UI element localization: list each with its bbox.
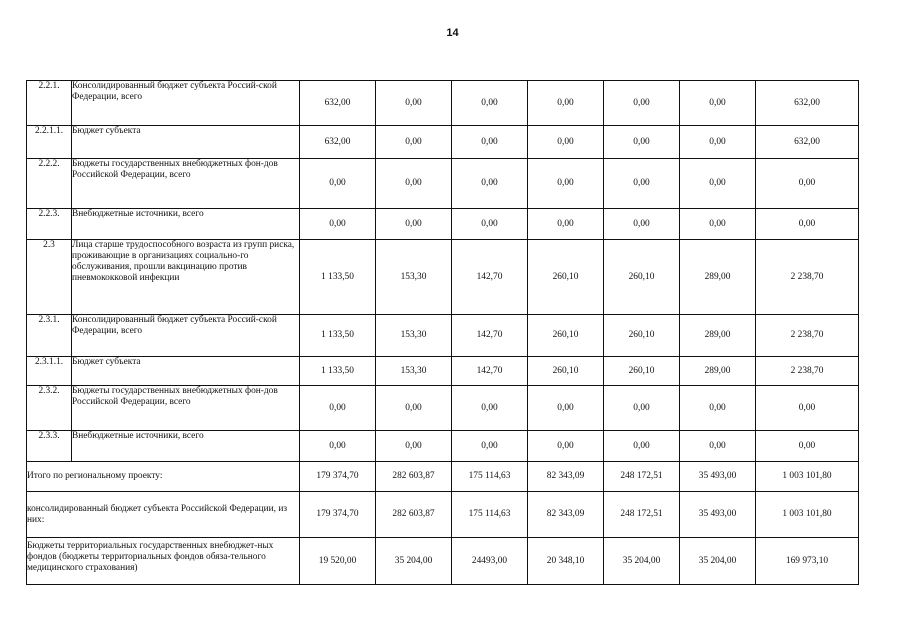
table-row [27, 209, 859, 240]
row-name: Бюджет субъекта [72, 357, 300, 386]
value-cell: 153,30 [376, 240, 452, 315]
row-code: 2.2.3. [27, 209, 72, 240]
value-cell: 153,30 [376, 357, 452, 386]
row-code: 2.2.1. [27, 81, 72, 126]
value-cell: 1 133,50 [300, 315, 376, 357]
value-cell: 0,00 [300, 209, 376, 240]
table-row [27, 81, 859, 126]
value-cell: 0,00 [604, 159, 680, 209]
value-cell: 0,00 [604, 81, 680, 126]
table-row [27, 126, 859, 159]
table-row [27, 240, 859, 315]
value-cell: 0,00 [452, 159, 528, 209]
row-code: 2.3.1.1. [27, 357, 72, 386]
value-cell: 260,10 [604, 240, 680, 315]
value-cell: 1 003 101,80 [756, 492, 859, 538]
value-cell: 248 172,51 [604, 492, 680, 538]
value-cell: 24493,00 [452, 538, 528, 585]
value-cell: 0,00 [680, 81, 756, 126]
value-cell: 0,00 [528, 431, 604, 462]
total-row [27, 538, 859, 585]
row-code: 2.3.2. [27, 386, 72, 431]
value-cell: 1 003 101,80 [756, 462, 859, 492]
total-label: Бюджеты территориальных государственных внебюджет-ных фондов (бюджеты территориальных фондов обяза-тельного медицинского страхования) [27, 538, 300, 585]
value-cell: 289,00 [680, 357, 756, 386]
row-name: Бюджеты государственных внебюджетных фон-дов Российской Федерации, всего [72, 386, 300, 431]
budget-table [26, 80, 859, 585]
value-cell: 0,00 [604, 126, 680, 159]
total-label: консолидированный бюджет субъекта Российской Федерации, из них: [27, 492, 300, 538]
value-cell: 260,10 [528, 315, 604, 357]
value-cell: 82 343,09 [528, 462, 604, 492]
value-cell: 0,00 [452, 431, 528, 462]
value-cell: 0,00 [300, 159, 376, 209]
value-cell: 0,00 [452, 126, 528, 159]
value-cell: 0,00 [376, 81, 452, 126]
value-cell: 142,70 [452, 357, 528, 386]
value-cell: 632,00 [756, 81, 859, 126]
value-cell: 0,00 [604, 386, 680, 431]
value-cell: 175 114,63 [452, 492, 528, 538]
row-code: 2.3.1. [27, 315, 72, 357]
value-cell: 260,10 [528, 357, 604, 386]
value-cell: 632,00 [300, 126, 376, 159]
row-name: Консолидированный бюджет субъекта Россий-ской Федерации, всего [72, 81, 300, 126]
row-code: 2.2.2. [27, 159, 72, 209]
value-cell: 82 343,09 [528, 492, 604, 538]
table-row [27, 357, 859, 386]
value-cell: 632,00 [756, 126, 859, 159]
table-row [27, 315, 859, 357]
value-cell: 260,10 [528, 240, 604, 315]
value-cell: 0,00 [528, 159, 604, 209]
total-row [27, 492, 859, 538]
value-cell: 0,00 [300, 386, 376, 431]
value-cell: 142,70 [452, 240, 528, 315]
value-cell: 282 603,87 [376, 492, 452, 538]
value-cell: 0,00 [756, 209, 859, 240]
value-cell: 0,00 [376, 159, 452, 209]
table-row [27, 431, 859, 462]
value-cell: 2 238,70 [756, 240, 859, 315]
row-code: 2.2.1.1. [27, 126, 72, 159]
value-cell: 0,00 [376, 386, 452, 431]
value-cell: 0,00 [680, 209, 756, 240]
value-cell: 1 133,50 [300, 240, 376, 315]
value-cell: 0,00 [452, 209, 528, 240]
value-cell: 169 973,10 [756, 538, 859, 585]
value-cell: 20 348,10 [528, 538, 604, 585]
value-cell: 0,00 [452, 386, 528, 431]
row-name: Внебюджетные источники, всего [72, 209, 300, 240]
value-cell: 19 520,00 [300, 538, 376, 585]
value-cell: 0,00 [680, 126, 756, 159]
value-cell: 632,00 [300, 81, 376, 126]
value-cell: 0,00 [756, 159, 859, 209]
value-cell: 260,10 [604, 357, 680, 386]
value-cell: 0,00 [452, 81, 528, 126]
page-number: 14 [446, 27, 459, 39]
value-cell: 142,70 [452, 315, 528, 357]
value-cell: 289,00 [680, 315, 756, 357]
value-cell: 35 204,00 [680, 538, 756, 585]
value-cell: 0,00 [528, 386, 604, 431]
value-cell: 0,00 [528, 209, 604, 240]
row-name: Консолидированный бюджет субъекта Россий-ской Федерации, всего [72, 315, 300, 357]
row-name: Бюджеты государственных внебюджетных фон-дов Российской Федерации, всего [72, 159, 300, 209]
value-cell: 0,00 [680, 159, 756, 209]
value-cell: 35 204,00 [376, 538, 452, 585]
value-cell: 2 238,70 [756, 315, 859, 357]
value-cell: 0,00 [604, 431, 680, 462]
value-cell: 2 238,70 [756, 357, 859, 386]
value-cell: 0,00 [528, 126, 604, 159]
table-row [27, 386, 859, 431]
total-row [27, 462, 859, 492]
value-cell: 0,00 [300, 431, 376, 462]
value-cell: 0,00 [680, 431, 756, 462]
value-cell: 179 374,70 [300, 462, 376, 492]
value-cell: 248 172,51 [604, 462, 680, 492]
value-cell: 0,00 [376, 431, 452, 462]
row-code: 2.3 [27, 240, 72, 315]
value-cell: 0,00 [376, 209, 452, 240]
value-cell: 260,10 [604, 315, 680, 357]
row-name: Бюджет субъекта [72, 126, 300, 159]
value-cell: 0,00 [680, 386, 756, 431]
table-row [27, 159, 859, 209]
row-name: Лица старше трудоспособного возраста из групп риска, проживающие в организациях социально-го обслуживания, прошли вакцинацию против пневмококковой инфекции [72, 240, 300, 315]
value-cell: 153,30 [376, 315, 452, 357]
row-code: 2.3.3. [27, 431, 72, 462]
value-cell: 0,00 [604, 209, 680, 240]
value-cell: 35 493,00 [680, 462, 756, 492]
value-cell: 179 374,70 [300, 492, 376, 538]
row-name: Внебюджетные источники, всего [72, 431, 300, 462]
value-cell: 289,00 [680, 240, 756, 315]
value-cell: 0,00 [528, 81, 604, 126]
value-cell: 175 114,63 [452, 462, 528, 492]
value-cell: 0,00 [756, 431, 859, 462]
value-cell: 0,00 [376, 126, 452, 159]
value-cell: 1 133,50 [300, 357, 376, 386]
value-cell: 0,00 [756, 386, 859, 431]
value-cell: 282 603,87 [376, 462, 452, 492]
value-cell: 35 493,00 [680, 492, 756, 538]
total-label: Итого по региональному проекту: [27, 462, 300, 492]
value-cell: 35 204,00 [604, 538, 680, 585]
